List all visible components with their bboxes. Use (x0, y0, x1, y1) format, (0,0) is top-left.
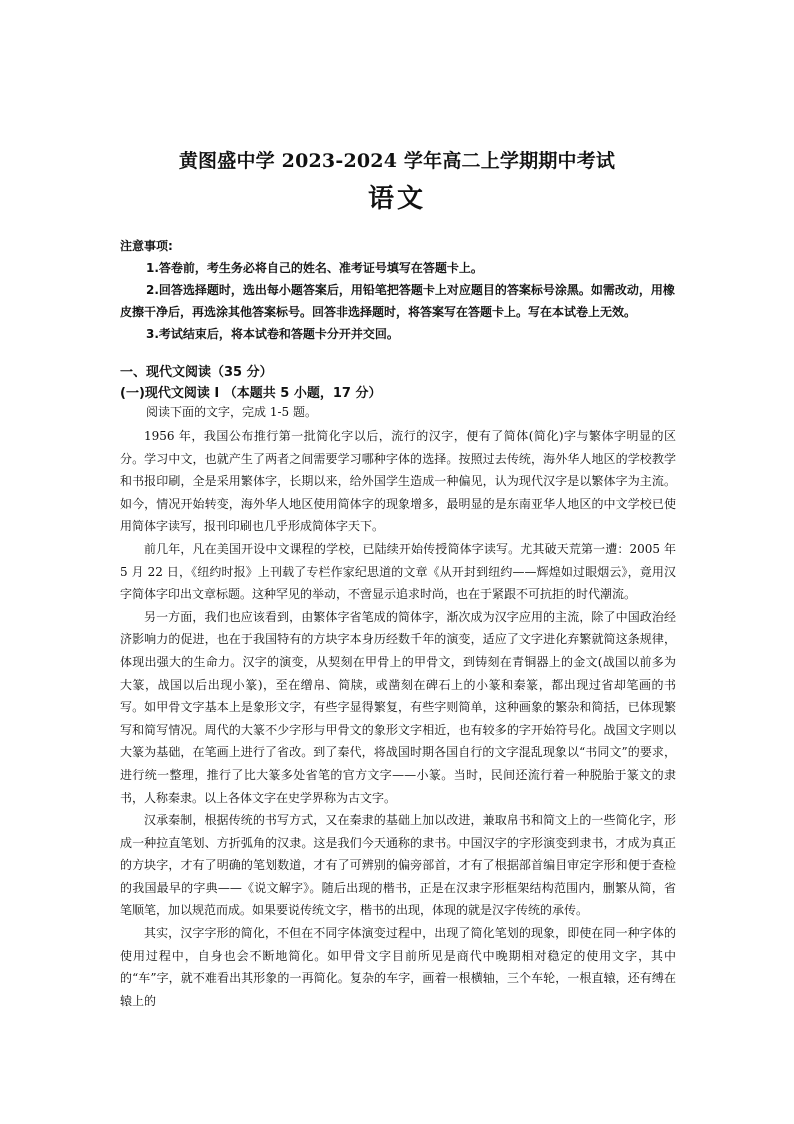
passage-paragraph: 其实，汉字字形的简化，不但在不同字体演变过程中，出现了简化笔划的现象，即使在同一种字体的使用过程中，自身也会不断地简化。如甲骨文字目前所见是商代中晚期相对稳定的使用文字，其中的“车”字，就不难看出其形象的一再简化。复杂的车字，画着一根横轴，三个车轮，一根直辕，还有缚在辕上的 (120, 926, 676, 1008)
notice-item: 3.考试结束后，将本试卷和答题卡分开并交回。 (146, 327, 399, 341)
passage-paragraph: 汉承秦制，根据传统的书写方式，又在秦隶的基础上加以改进，兼取帛书和简文上的一些简化字，形成一种拉直笔划、方折弧角的汉隶。这是我们今天通称的隶书。中国汉字的字形演变到隶书，才成为真正的方块字，才有了明确的笔划数道，才有了可辨别的偏旁部首，才有了根据部首编目审定字形和便于查检的我国最早的字典——《说文解字》。随后出现的楷书，正是在汉隶字形框架结构范围内，删繁从简，省笔顺笔，加以规范而成。如果要说传统文字，楷书的出现，体现的就是汉字传统的承传。 (120, 813, 676, 918)
subject-title: 语文 (367, 184, 426, 214)
passage-paragraph: 另一方面，我们也应该看到，由繁体字省笔成的简体字，渐次成为汉字应用的主流，除了中国政治经济影响力的促进，也在于我国特有的方块字本身历经数千年的演变，适应了文字进化弃繁就简这条规律，体现出强大的生命力。汉字的演变，从契刻在甲骨上的甲骨文，到铸刻在青铜器上的金文(战国以前多为大篆，战国以后出现小篆)，至在缯帛、简牍，或凿刻在碑石上的小篆和秦篆，都出现过省却笔画的书写。如甲骨文字基本上是象形文字，有些字显得繁复，有些字则简单，这种画象的繁杂和简括，已体现繁写和简写情况。周代的大篆不少字形与甲骨文的象形文字相近，也有较多的字开始符号化。战国文字则以大篆为基础，在笔画上进行了省改。到了秦代，将战国时期各国自行的文字混乱现象以“书同文”的要求，进行统一整理，推行了比大篆多处省笔的官方文字——小篆。当时，民间还流行着一种脱胎于篆文的隶书，人称秦隶。以上各体文字在史学界称为古文字。 (120, 609, 676, 805)
notice-list (120, 257, 680, 345)
notice-item: 1.答卷前，考生务必将自己的姓名、准考证号填写在答题卡上。 (146, 261, 483, 275)
reading-passage (120, 425, 676, 1012)
exam-title: 黄图盛中学 2023-2024 学年高二上学期期中考试 (178, 150, 616, 172)
section-title: 一、现代文阅读（35 分） (120, 365, 273, 380)
passage-paragraph: 前几年，凡在美国开设中文课程的学校，已陆续开始传授简体字读写。尤其破天荒第一遭：2005 年 5 月 22 日，《纽约时报》上刊载了专栏作家纪思道的文章《从开封到纽约——辉煌如过眼烟云》，竟用汉字简体字印出文章标题。这种罕见的举动，不啻显示追求时尚，也在于紧跟不可抗拒的时代潮流。 (120, 541, 676, 602)
notice-heading: 注意事项: (120, 239, 173, 253)
section-subtitle: (一)现代文阅读 Ⅰ （本题共 5 小题，17 分） (120, 386, 382, 401)
passage-paragraph: 1956 年，我国公布推行第一批简化字以后，流行的汉字，便有了简体(简化)字与繁体字明显的区分。学习中文，也就产生了两者之间需要学习哪种字体的选择。按照过去传统，海外华人地区的学校教学和书报印刷，全是采用繁体字，长期以来，给外国学生造成一种偏见，认为现代汉字是以繁体字为主流。如今，情况开始转变，海外华人地区使用简体字的现象增多，最明显的是东南亚华人地区的中文学校已使用简体字读写，报刊印刷也几乎形成简体字天下。 (120, 429, 676, 534)
notice-item: 2.回答选择题时，选出每小题答案后，用铅笔把答题卡上对应题目的答案标号涂黑。如需改动，用橡皮擦干净后，再选涂其他答案标号。回答非选择题时，将答案写在答题卡上。写在本试卷上无效。 (120, 283, 675, 319)
reading-instruction: 阅读下面的文字，完成 1-5 题。 (146, 405, 317, 419)
